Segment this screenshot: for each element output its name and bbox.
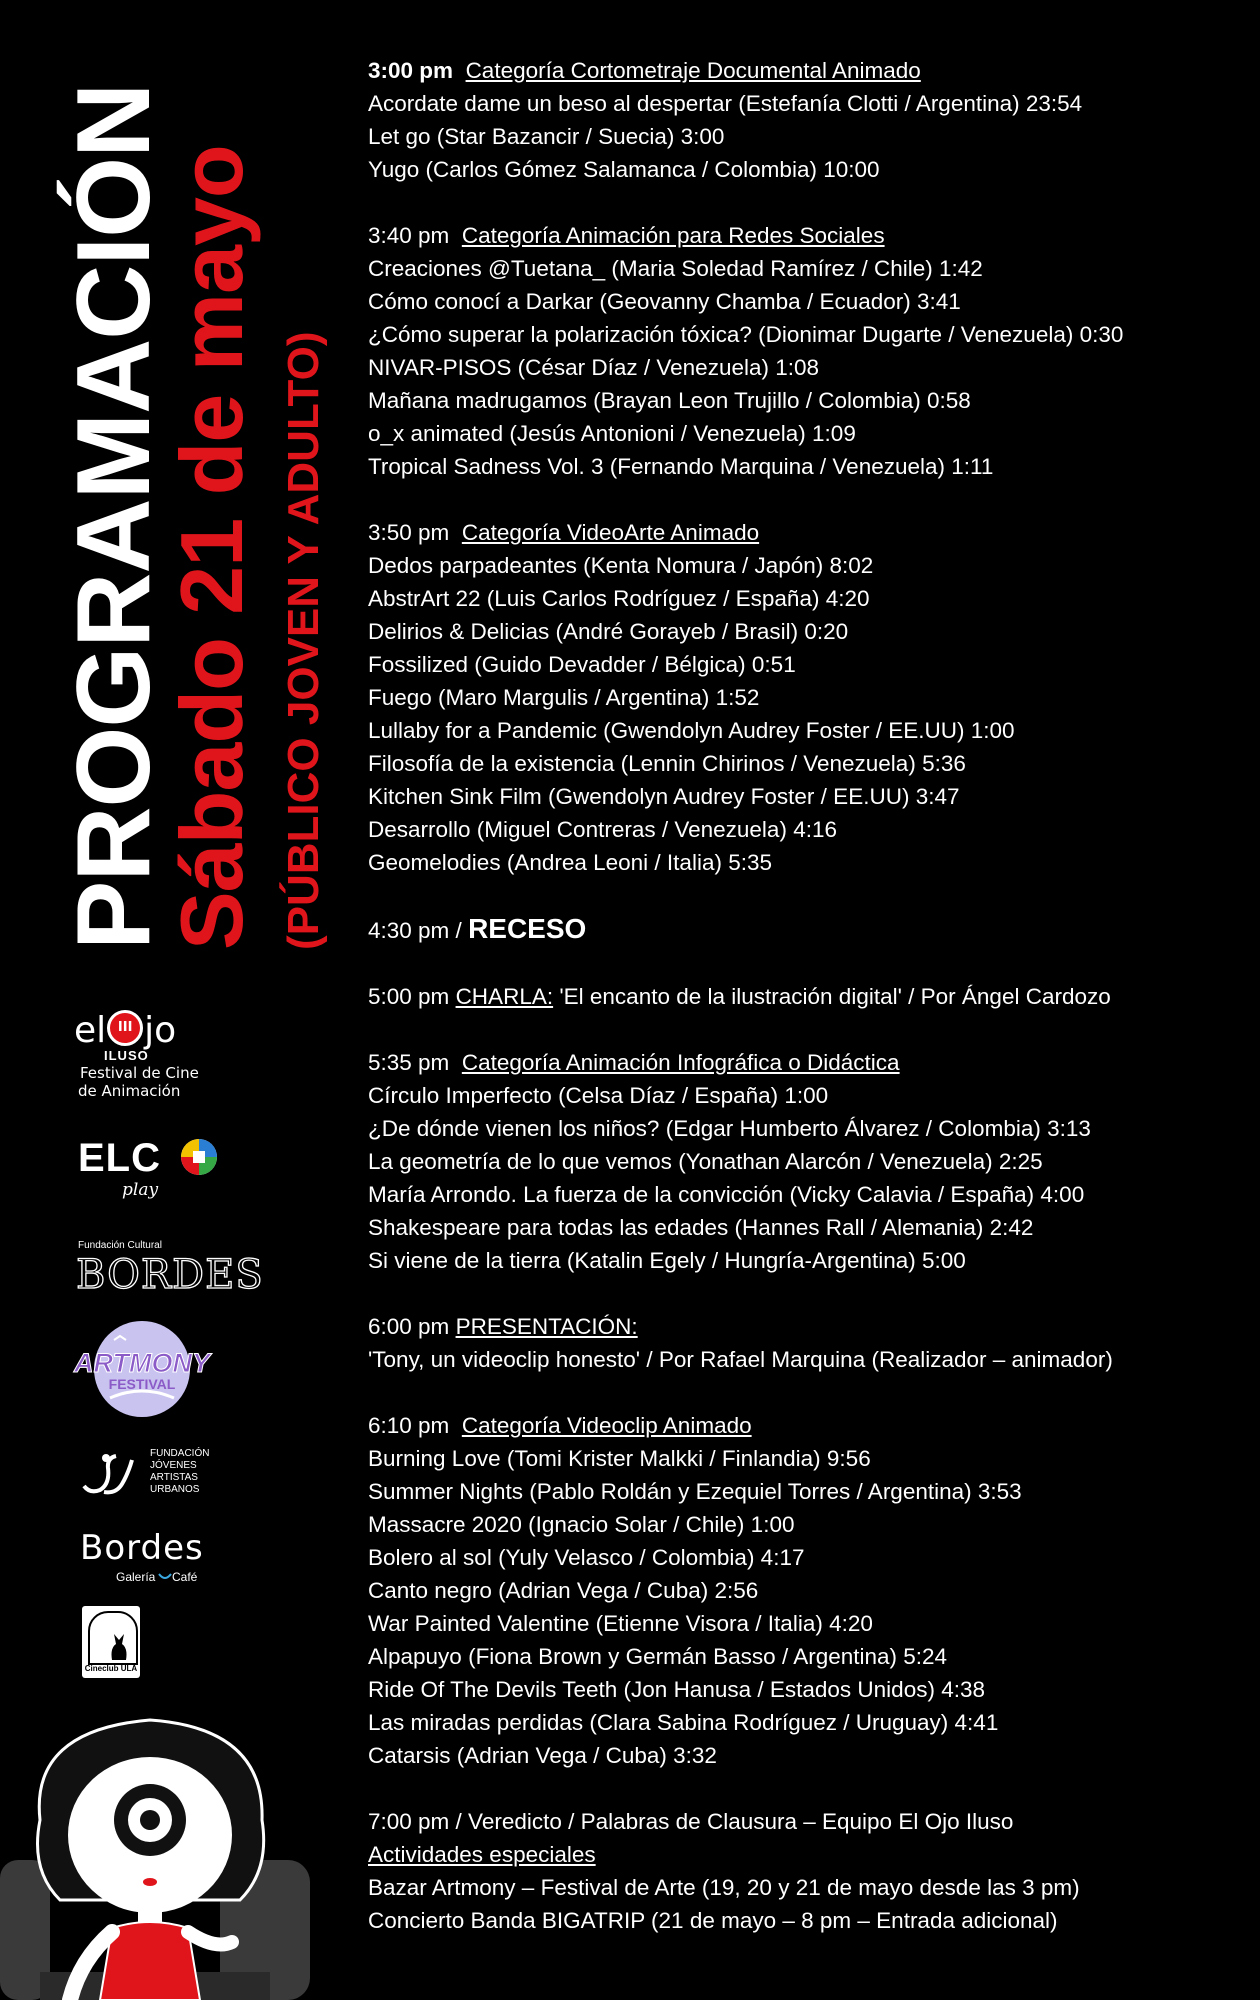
block-time: 5:35 pm	[368, 1050, 450, 1075]
elco-color-wheel-icon	[180, 1138, 218, 1176]
film-entry: Dedos parpadeantes (Kenta Nomura / Japón) 8:02	[368, 553, 874, 578]
bordes-fund-top: Fundación Cultural	[78, 1240, 162, 1251]
film-entry: Tropical Sadness Vol. 3 (Fernando Marquina / Venezuela) 1:11	[368, 454, 994, 479]
film-entry: Las miradas perdidas (Clara Sabina Rodríguez / Uruguay) 4:41	[368, 1710, 999, 1735]
fja-line1: FUNDACIÓN	[150, 1448, 210, 1459]
elco-text: ELC	[78, 1136, 161, 1180]
film-entry: Ride Of The Devils Teeth (Jon Hanusa / Estados Unidos) 4:38	[368, 1677, 985, 1702]
film-entry: Cómo conocí a Darkar (Geovanny Chamba / Ecuador) 3:41	[368, 289, 961, 314]
cup-swoosh-icon	[158, 1572, 172, 1582]
audience-subtitle: (PÚBLICO JOVEN Y ADULTO)	[279, 331, 328, 950]
film-entry: o_x animated (Jesús Antonioni / Venezuela) 1:09	[368, 421, 856, 446]
film-entry: NIVAR-PISOS (César Díaz / Venezuela) 1:08	[368, 355, 820, 380]
fja-line4: URBANOS	[150, 1484, 200, 1495]
film-entry: Canto negro (Adrian Vega / Cuba) 2:56	[368, 1578, 759, 1603]
film-entry: Círculo Imperfecto (Celsa Díaz / España) 1:00	[368, 1083, 829, 1108]
film-entry: Desarrollo (Miguel Contreras / Venezuela) 4:16	[368, 817, 837, 842]
film-entry: Creaciones @Tuetana_ (Maria Soledad Ramírez / Chile) 1:42	[368, 256, 983, 281]
cineclub-text: Cineclub ULA	[84, 1664, 138, 1673]
special-activity: Concierto Banda BIGATRIP (21 de mayo – 8 pm – Entrada adicional)	[368, 1908, 1058, 1933]
presentacion-line	[368, 1310, 1248, 1343]
ojo-logo-sub: ILUSO	[104, 1048, 149, 1063]
block-category: Categoría Animación Infográfica o Didáctica	[461, 1050, 900, 1075]
film-entry: Burning Love (Tomi Krister Malkki / Finlandia) 9:56	[368, 1446, 871, 1471]
fja-line2: JÓVENES	[150, 1460, 197, 1471]
block-time: 3:00 pm	[368, 58, 454, 83]
film-entry: Kitchen Sink Film (Gwendolyn Audrey Foster / EE.UU) 3:47	[368, 784, 960, 809]
block-header	[368, 219, 1248, 252]
film-entry: Geomelodies (Andrea Leoni / Italia) 5:35	[368, 850, 772, 875]
film-entry: Mañana madrugamos (Brayan Leon Trujillo / Colombia) 0:58	[368, 388, 971, 413]
closing-line: 7:00 pm / Veredicto / Palabras de Clausura – Equipo El Ojo Iluso	[368, 1809, 1014, 1834]
charla-text: 'El encanto de la ilustración digital' / Por Ángel Cardozo	[553, 984, 1111, 1009]
ojo-logo-word2: jo	[144, 1010, 177, 1051]
charla-line	[368, 980, 1248, 1013]
bordes-cafe-sub2: Café	[172, 1570, 198, 1584]
presentacion-label: PRESENTACIÓN:	[455, 1314, 638, 1339]
film-entry: Lullaby for a Pandemic (Gwendolyn Audrey Foster / EE.UU) 1:00	[368, 718, 1015, 743]
film-entry: AbstrArt 22 (Luis Carlos Rodríguez / España) 4:20	[368, 586, 870, 611]
film-entry: Si viene de la tierra (Katalin Egely / Hungría-Argentina) 5:00	[368, 1248, 966, 1273]
el-ojo-iluso-logo	[60, 992, 220, 1102]
date-title: Sábado 21 de mayo	[162, 145, 261, 950]
bordes-cafe-logo	[60, 1528, 220, 1588]
film-entry: ¿Cómo superar la polarización tóxica? (Dionimar Dugarte / Venezuela) 0:30	[368, 322, 1124, 347]
block-time: 3:50 pm	[368, 520, 450, 545]
film-entry: María Arrondo. La fuerza de la convicción (Vicky Calavia / España) 4:00	[368, 1182, 1085, 1207]
program-title: PROGRAMACIÓN	[56, 83, 172, 950]
elco-play-logo	[60, 1132, 220, 1212]
film-entry: Filosofía de la existencia (Lennin Chirinos / Venezuela) 5:36	[368, 751, 966, 776]
film-entry: Let go (Star Bazancir / Suecia) 3:00	[368, 124, 725, 149]
bordes-cafe-sub1: Galería	[116, 1570, 156, 1584]
bordes-cafe-main: Bordes	[80, 1528, 204, 1568]
film-entry: Yugo (Carlos Gómez Salamanca / Colombia) 10:00	[368, 157, 880, 182]
presentacion-text: 'Tony, un videoclip honesto' / Por Rafael Marquina (Realizador – animador)	[368, 1347, 1113, 1372]
artmony-festival-logo	[60, 1318, 220, 1420]
fja-swirl-icon	[80, 1450, 136, 1496]
eye-icon	[107, 1010, 143, 1046]
block-category: Categoría VideoArte Animado	[461, 520, 760, 545]
film-entry: Delirios & Delicias (André Gorayeb / Brasil) 0:20	[368, 619, 849, 644]
ojo-logo-word1: el	[74, 1010, 107, 1051]
film-entry: Summer Nights (Pablo Roldán y Ezequiel Torres / Argentina) 3:53	[368, 1479, 1022, 1504]
bordes-fund-main: BORDES	[76, 1252, 264, 1298]
cat-icon	[108, 1632, 130, 1660]
block-header	[368, 1409, 1248, 1442]
charla-label: CHARLA:	[455, 984, 554, 1009]
special-activities-label: Actividades especiales	[368, 1842, 596, 1867]
fja-logo	[60, 1446, 220, 1502]
block-header	[368, 54, 1248, 87]
schedule	[368, 54, 1248, 1937]
ojo-logo-line2: de Animación	[78, 1082, 181, 1100]
cineclub-ula-logo	[60, 1606, 220, 1682]
film-entry: Catarsis (Adrian Vega / Cuba) 3:32	[368, 1743, 717, 1768]
block-time: 3:40 pm	[368, 223, 450, 248]
fja-line3: ARTISTAS	[150, 1472, 198, 1483]
receso-time: 4:30 pm /	[368, 918, 469, 943]
film-entry: Fuego (Maro Margulis / Argentina) 1:52	[368, 685, 760, 710]
film-entry: ¿De dónde vienen los niños? (Edgar Humberto Álvarez / Colombia) 3:13	[368, 1116, 1091, 1141]
ojo-logo-roman: III	[117, 1020, 133, 1035]
receso-line	[368, 912, 1248, 947]
film-entry: Bolero al sol (Yuly Velasco / Colombia) 4:17	[368, 1545, 805, 1570]
elco-sub: play	[122, 1180, 159, 1200]
block-category: Categoría Cortometraje Documental Animado	[465, 58, 921, 83]
presentacion-time: 6:00 pm	[368, 1314, 456, 1339]
artmony-main: ARTMONY	[74, 1348, 211, 1378]
bordes-foundation-logo	[60, 1240, 264, 1310]
film-entry: La geometría de lo que vemos (Yonathan Alarcón / Venezuela) 2:25	[368, 1149, 1043, 1174]
ojo-logo-line1: Festival de Cine	[80, 1064, 199, 1082]
block-header	[368, 516, 1248, 549]
cartoon-girl-illustration	[0, 1710, 310, 2000]
film-entry: War Painted Valentine (Etienne Visora / Italia) 4:20	[368, 1611, 873, 1636]
block-header	[368, 1046, 1248, 1079]
film-entry: Massacre 2020 (Ignacio Solar / Chile) 1:00	[368, 1512, 795, 1537]
film-entry: Alpapuyo (Fiona Brown y Germán Basso / Argentina) 5:24	[368, 1644, 948, 1669]
film-entry: Shakespeare para todas las edades (Hannes Rall / Alemania) 2:42	[368, 1215, 1034, 1240]
special-activity: Bazar Artmony – Festival de Arte (19, 20 y 21 de mayo desde las 3 pm)	[368, 1875, 1080, 1900]
film-entry: Fossilized (Guido Devadder / Bélgica) 0:51	[368, 652, 796, 677]
receso-label: RECESO	[468, 913, 587, 944]
block-category: Categoría Videoclip Animado	[461, 1413, 752, 1438]
artmony-sub: FESTIVAL	[108, 1376, 176, 1392]
block-category: Categoría Animación para Redes Sociales	[461, 223, 885, 248]
cineclub-frame	[82, 1606, 140, 1678]
charla-time: 5:00 pm	[368, 984, 456, 1009]
film-entry: Acordate dame un beso al despertar (Estefanía Clotti / Argentina) 23:54	[368, 91, 1083, 116]
block-time: 6:10 pm	[368, 1413, 450, 1438]
